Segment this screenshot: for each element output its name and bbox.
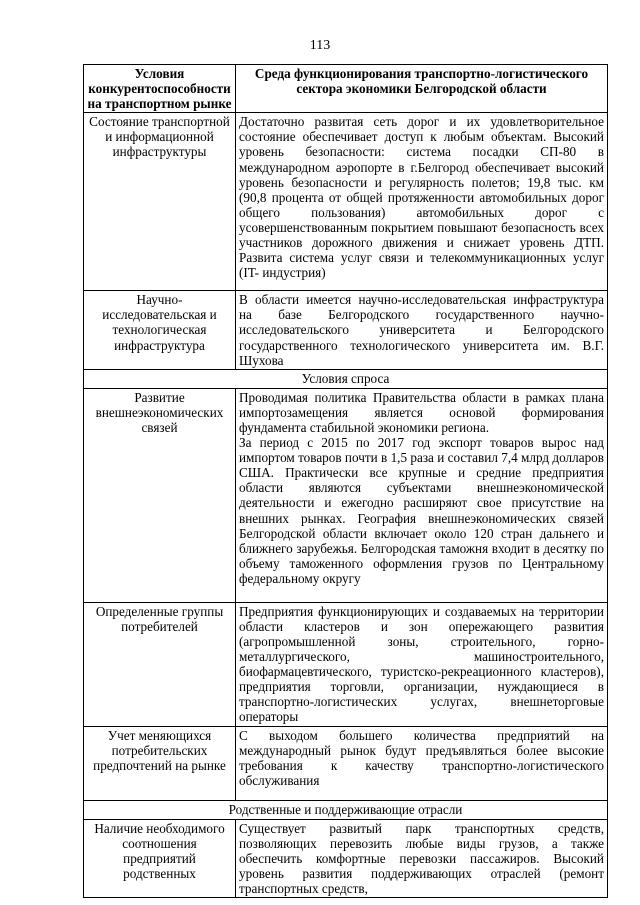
table-header-row xyxy=(84,65,608,113)
description-cell xyxy=(236,602,608,726)
description-text: В области имеется научно-исследовательская инфраструктура на базе Белгородского государственного научно-исследовательского университета и Белгородского государственного технологического университета им. В.Г. Шухова xyxy=(239,292,604,368)
description-text: Существует развитый парк транспортных средств, позволяющих перевозить любые виды грузов, а также обеспечить комфортные перевозки пассажиров. Высокий уровень развития поддерживающих отраслей (ремонт транспортных средств, xyxy=(239,820,604,896)
table-row xyxy=(84,602,608,726)
table-row xyxy=(84,113,608,291)
table-row xyxy=(84,388,608,602)
factor-cell: Определенные группы потребителей xyxy=(84,602,236,726)
factor-cell: Учет меняющихся потребительских предпочтений на рынке xyxy=(84,726,236,800)
factor-cell: Состояние транспортной и информационной инфраструктуры xyxy=(84,113,236,291)
description-text: С выходом большего количества предприятий на международный рынок будут предъявляться более высокие требования к качеству транспортно-логистического обслуживания xyxy=(239,727,604,788)
section-row xyxy=(84,800,608,819)
table-row xyxy=(84,726,608,800)
header-environment: Среда функционирования транспортно-логистического сектора экономики Белгородской области xyxy=(236,65,608,113)
description-cell xyxy=(236,291,608,369)
section-title-demand: Условия спроса xyxy=(84,369,608,388)
section-row xyxy=(84,369,608,388)
description-cell xyxy=(236,388,608,602)
description-text: За период с 2015 по 2017 год экспорт товаров вырос над импортом товаров почти в 1,5 раза и составил 7,4 млрд долларов США. Практически все крупные и средние предприятия области являются субъектами внешнеэкономической деятельности и ежегодно расширяют свое присутствие на внешних рынках. География внешнеэкономических связей Белгородской области включает около 120 стран дальнего и ближнего зарубежья. Белгородская таможня входит в десятку по объему таможенного оформления грузов по Центральному федеральному округу xyxy=(239,435,604,586)
description-text: Достаточно развитая сеть дорог и их удовлетворительное состояние обеспечивает доступ к любым объектам. Высокий уровень безопасности: система посадки СП-80 в международном аэропорте в г.Белгород обеспечивает высокий уровень безопасности и регулярность полетов; 19,8 тыс. км (90,8 процента от общей протяженности автомобильных дорог общего пользования) автомобильных дорог с усовершенствованным покрытием повышают безопасность всех участников дорожного движения и снижает уровень ДТП. Развита система услуг связи и телекоммуникационных услуг (IT- индустрия) xyxy=(239,114,604,281)
description-cell xyxy=(236,113,608,291)
factor-cell: Наличие необходимого соотношения предприятий родственных xyxy=(84,819,236,897)
table-row xyxy=(84,819,608,897)
factor-cell: Научно-исследовательская и технологическая инфраструктура xyxy=(84,291,236,369)
header-conditions: Условия конкурентоспособности на транспортном рынке xyxy=(84,65,236,113)
section-title-related: Родственные и поддерживающие отрасли xyxy=(84,800,608,819)
description-text: Предприятия функционирующих и создаваемых на территории области кластеров и зон опережающего развития (агропромышленной зоны, строительного, горно-металлургического, машиностроительного, биофармацевтического, туристско-рекреационного кластеров), предприятия торговли, организации, нуждающиеся в транспортно-логистических услугах, внешнеторговые операторы xyxy=(239,603,604,725)
table-row xyxy=(84,291,608,369)
competitiveness-table xyxy=(83,64,608,898)
description-text: Проводимая политика Правительства области в рамках плана импортозамещения является основой формирования фундамента стабильной экономики региона. xyxy=(239,389,604,435)
page-number: 113 xyxy=(309,38,331,53)
factor-cell: Развитие внешнеэкономических связей xyxy=(84,388,236,602)
description-cell xyxy=(236,819,608,897)
description-cell xyxy=(236,726,608,800)
